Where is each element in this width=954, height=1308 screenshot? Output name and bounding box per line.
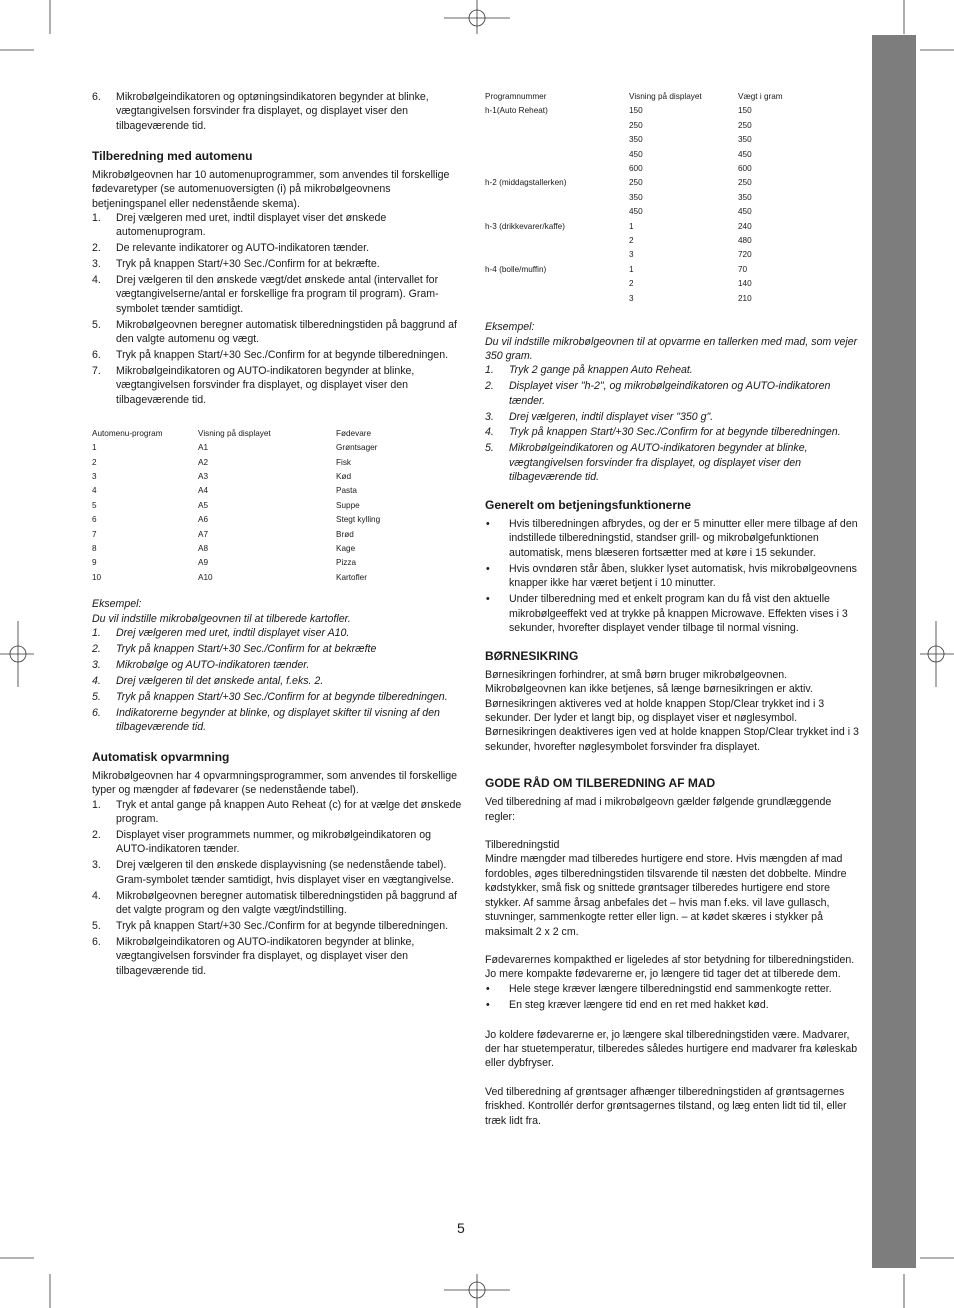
list-item-text: Drej vælgeren til det ønskede antal, f.eks. 2. — [116, 674, 324, 687]
table-cell: A9 — [198, 558, 209, 568]
list-item — [92, 364, 462, 407]
table-cell — [485, 119, 629, 133]
table-cell — [485, 148, 629, 162]
reheat-heading: Automatisk opvarmning — [92, 749, 230, 764]
table-cell — [485, 234, 629, 248]
table-cell: 140 — [738, 279, 752, 289]
table-cell: Pizza — [336, 558, 357, 568]
list-item-number: 5. — [92, 919, 101, 932]
reheat-example-steps — [485, 363, 860, 484]
table-cell: 450 — [738, 207, 752, 217]
reheat-intro: Mikrobølgeovnen har 4 opvarmningsprogrammer, som anvendes til forskellige typer og mængder af fødevarer (se nedenstående tabel). — [92, 769, 458, 797]
table-cell — [485, 133, 629, 147]
table-cell: 8 — [92, 543, 97, 553]
table-cell: A3 — [198, 471, 209, 481]
table-row — [485, 277, 858, 291]
column-header: Automenu-program — [92, 428, 163, 438]
table-cell: 1 — [629, 264, 634, 274]
table-cell — [485, 191, 629, 205]
list-item-text: Mikrobølgeindikatoren og AUTO-indikatoren begynder at blinke, vægtangivelsen forsvinder fra displayet, og displayet viser den tilbageværende tid. — [116, 935, 415, 977]
table-row — [485, 176, 858, 190]
table-header-row — [92, 427, 462, 441]
list-item-text: Tryk på knappen Start/+30 Sec./Confirm for at begynde tilberedningen. — [509, 426, 841, 439]
list-item — [92, 626, 462, 640]
table-cell: 210 — [738, 293, 752, 303]
table-cell: 720 — [738, 250, 752, 260]
table-cell — [485, 162, 629, 176]
table-cell: 6 — [92, 515, 97, 525]
list-item-text: Drej vælgeren til den ønskede vægt/det ønskede antal (intervallet for vægtangivelserne/antal er forskellige fra program til program). Gram-symbolet tænder samtidigt. — [116, 274, 439, 315]
table-cell — [485, 277, 629, 291]
table-cell: 10 — [92, 572, 102, 582]
reheat-steps — [92, 798, 462, 978]
table-cell: 250 — [738, 120, 752, 130]
table-row — [92, 571, 462, 585]
list-item — [485, 363, 860, 377]
table-cell: Pasta — [336, 486, 357, 496]
list-item-number: 3. — [485, 410, 494, 423]
table-cell: Kartofler — [336, 572, 367, 582]
table-cell: 2 — [92, 457, 97, 467]
column-header: Fødevare — [336, 428, 372, 438]
list-item-text: Mikrobølgeovnen beregner automatisk tilberedningstiden på baggrund af den valgte automenu og vægt. — [116, 318, 457, 346]
list-item-text: Hvis tilberedningen afbrydes, og der er 5 minutter eller mere tilbage af den indstillede tilberedningstid, standser grill- og mikrobølgefunktionen automatisk, mens blæseren fortsætter med at køre i 15 sekunder. — [509, 518, 858, 559]
list-item — [485, 441, 860, 484]
table-cell: 600 — [738, 164, 752, 174]
list-item — [92, 318, 462, 347]
list-item-number: 3. — [92, 258, 101, 271]
table-row — [92, 542, 462, 556]
page-number: 5 — [457, 1220, 465, 1236]
advice-paragraph-2: Fødevarernes kompakthed er ligeledes af stor betydning for tilberedningstiden. Jo mere kompakte fødevarerne er, jo længere tid tager det at tilberede dem. — [485, 953, 855, 981]
table-cell: A1 — [198, 443, 209, 453]
table-cell — [485, 292, 629, 306]
example-intro: Du vil indstille mikrobølgeovnen til at tilberede kartofler. — [92, 612, 351, 625]
table-row — [92, 513, 462, 527]
list-item-number: 2. — [92, 828, 101, 841]
list-item-text: En steg kræver længere tid end en ret med hakket kød. — [509, 998, 769, 1011]
list-item — [92, 658, 462, 672]
list-item-text: Drej vælgeren med uret, indtil displayet viser det ønskede automenuprogram. — [116, 211, 387, 239]
table-cell: Suppe — [336, 500, 360, 510]
table-cell: A2 — [198, 457, 209, 467]
table-row — [485, 191, 858, 205]
advice-paragraph-4: Ved tilberedning af grøntsager afhænger tilberedningstiden af grøntsagernes friskhed. Kontrollér derfor grøntsagernes tilstand, og læg enten lidt tid til, eller træk lidt fra. — [485, 1085, 847, 1127]
table-cell: Brød — [336, 529, 354, 539]
table-cell: 250 — [629, 120, 643, 130]
intro-list — [92, 90, 462, 133]
list-item — [92, 348, 462, 362]
list-item — [92, 211, 462, 240]
table-cell: 7 — [92, 529, 97, 539]
table-header-row — [485, 90, 858, 104]
list-item-number: 6. — [92, 935, 101, 948]
list-item-text: Displayet viser "h-2", og mikrobølgeindikatoren og AUTO-indikatoren tænder. — [509, 380, 831, 407]
table-cell: Kage — [336, 543, 356, 553]
list-item — [92, 706, 462, 735]
table-cell: 150 — [629, 106, 643, 116]
list-item — [485, 998, 860, 1012]
advice-heading: GODE RÅD OM TILBEREDNING AF MAD — [485, 776, 716, 791]
table-cell: A10 — [198, 572, 213, 582]
table-cell: 3 — [629, 293, 634, 303]
list-item-text: Indikatorerne begynder at blinke, og displayet skifter til visning af den tilbageværende tid. — [116, 706, 440, 733]
table-cell: A7 — [198, 529, 209, 539]
list-item — [92, 889, 462, 918]
list-item — [485, 982, 860, 996]
list-item-text: Tryk på knappen Start/+30 Sec./Confirm for at bekræfte — [116, 642, 377, 655]
table-cell: 5 — [92, 500, 97, 510]
table-row — [92, 441, 462, 455]
table-row — [92, 528, 462, 542]
table-cell: 600 — [629, 164, 643, 174]
table-cell: 70 — [738, 264, 748, 274]
childlock-text: Børnesikringen forhindrer, at små børn bruger mikrobølgeovnen. Mikrobølgeovnen kan ikke betjenes, så længe børnesikringen er aktiv. Børnesikringen aktiveres ved at holde knappen Stop/Clear trykket ind i 3 sekunder. Der lyder et langt bip, og displayet viser et nøglesymbol. Børnesikringen deaktiveres igen ved at holde knappen Stop/Clear trykket ind i 3 sekunder, hvorefter nøglesymbolet forsvinder fra displayet. — [485, 668, 859, 753]
list-item-number: 5. — [92, 318, 101, 331]
list-item — [92, 919, 462, 933]
column-header: Visning på displayet — [198, 428, 271, 438]
general-heading: Generelt om betjeningsfunktionerne — [485, 498, 692, 513]
list-item-number: 4. — [485, 426, 494, 439]
list-item — [485, 592, 860, 635]
table-cell: 2 — [629, 279, 634, 289]
column-header: Vægt i gram — [738, 92, 783, 101]
table-cell — [485, 248, 629, 262]
list-item-number: 4. — [92, 674, 101, 687]
table-row — [485, 248, 858, 262]
table-cell: 2 — [629, 236, 634, 246]
example-intro: Du vil indstille mikrobølgeovnen til at opvarme en tallerken med mad, som vejer 350 gram. — [485, 335, 858, 362]
list-item-text: Drej vælgeren til den ønskede displayvisning (se nedenstående tabel). Gram-symbolet tænder samtidigt, hvis displayet viser en vægtangivelse. — [116, 859, 454, 886]
example-label: Eksempel: — [92, 598, 142, 611]
list-item — [92, 241, 462, 255]
table-row — [485, 205, 858, 219]
list-item-number: 1. — [92, 798, 101, 811]
table-row — [92, 484, 462, 498]
right-column — [485, 90, 860, 1128]
table-row — [485, 220, 858, 234]
table-cell: Grøntsager — [336, 443, 378, 453]
table-cell: 1 — [629, 221, 634, 231]
table-cell: 350 — [738, 192, 752, 202]
column-header: Visning på displayet — [629, 92, 702, 101]
list-item — [485, 410, 860, 424]
automenu-table — [92, 427, 462, 585]
column-header: Programnummer — [485, 92, 547, 101]
automenu-example-steps — [92, 626, 462, 734]
table-cell: A5 — [198, 500, 209, 510]
table-cell — [485, 205, 629, 219]
childlock-heading: BØRNESIKRING — [485, 648, 579, 663]
list-item-number: 3. — [92, 658, 101, 671]
table-cell: 450 — [738, 149, 752, 159]
advice-paragraph-1: Mindre mængder mad tilberedes hurtigere end store. Hvis mængden af mad fordobles, øges tilberedningstiden tilsvarende til næsten det dobbelte. Mindre kødstykker, små fisk og snittede grøntsager tilberedes hurtigere end store stykker. Af samme årsag anbefales det – hvis man f.eks. vil lave gullasch, stuvninger, sammenkogte retter eller lign. – at kødet skæres i stykker på maksimalt 2 x 2 cm. — [485, 853, 847, 938]
table-cell: 3 — [92, 471, 97, 481]
list-item-number: 1. — [92, 627, 101, 639]
table-cell: A6 — [198, 515, 209, 525]
list-item-number: 1. — [485, 364, 494, 377]
table-cell: h-2 (middagstallerken) — [485, 178, 567, 188]
list-item — [92, 798, 462, 827]
table-cell: 4 — [92, 486, 97, 496]
list-item-text: Mikrobølgeovnen beregner automatisk tilberedningstiden på baggrund af det valgte program og den valgte vægt/indstilling. — [116, 889, 457, 916]
table-cell: 450 — [629, 207, 643, 217]
automenu-heading: Tilberedning med automenu — [92, 148, 253, 163]
list-item-text: Tryk på knappen Start/+30 Sec./Confirm for at begynde tilberedningen. — [116, 919, 449, 932]
list-item — [92, 257, 462, 271]
list-item-number: 4. — [92, 274, 101, 287]
list-item-number: 5. — [485, 442, 494, 455]
table-cell: h-4 (bolle/muffin) — [485, 264, 547, 274]
list-item — [485, 517, 860, 560]
table-row — [92, 470, 462, 484]
bullet-icon: • — [486, 562, 490, 575]
list-item — [92, 674, 462, 688]
table-cell: Fisk — [336, 457, 352, 467]
bullet-icon: • — [486, 593, 490, 606]
list-item — [485, 379, 860, 408]
table-cell: h-1(Auto Reheat) — [485, 106, 548, 116]
reheat-table — [485, 90, 858, 306]
table-row — [92, 499, 462, 513]
list-item-number: 2. — [92, 642, 101, 655]
table-cell: 150 — [738, 106, 752, 116]
list-item-text: Hvis ovndøren står åben, slukker lyset automatisk, hvis mikrobølgeovnens knapper ikke har været betjent i 10 minutter. — [509, 562, 857, 590]
table-cell: A8 — [198, 543, 209, 553]
list-item-text: Mikrobølge og AUTO-indikatoren tænder. — [116, 658, 310, 671]
table-row — [485, 119, 858, 133]
list-item-text: De relevante indikatorer og AUTO-indikatoren tænder. — [116, 242, 370, 255]
table-cell: 350 — [629, 135, 643, 145]
table-cell: 480 — [738, 236, 752, 246]
advice-subheading: Tilberedningstid — [485, 839, 560, 852]
table-cell: h-3 (drikkevarer/kaffe) — [485, 221, 565, 231]
list-item-text: Tryk på knappen Start/+30 Sec./Confirm for at begynde tilberedningen. — [116, 690, 448, 703]
list-item-number: 6. — [92, 91, 101, 103]
bullet-icon: • — [486, 998, 490, 1011]
table-cell: Kød — [336, 471, 352, 481]
list-item — [485, 562, 860, 591]
table-row — [485, 292, 858, 306]
table-row — [485, 162, 858, 176]
table-row — [485, 148, 858, 162]
list-item — [92, 273, 462, 316]
table-row — [92, 556, 462, 570]
list-item-text: Mikrobølgeindikatoren og AUTO-indikatoren begynder at blinke, vægtangivelsen forsvinder fra displayet, og displayet viser den tilbageværende tid. — [116, 365, 415, 406]
list-item-text: Displayet viser programmets nummer, og mikrobølgeindikatoren og AUTO-indikatoren tænder. — [116, 828, 431, 856]
example-label: Eksempel: — [485, 321, 535, 334]
list-item-text: Tryk 2 gange på knappen Auto Reheat. — [509, 364, 693, 377]
advice-paragraph-3: Jo koldere fødevarerne er, jo længere skal tilberedningstiden være. Madvarer, der har stuetemperatur, tilberedes således hurtigere end madvarer fra køleskab eller dybfryser. — [485, 1028, 858, 1070]
list-item — [92, 90, 462, 133]
table-row — [485, 234, 858, 248]
list-item — [92, 642, 462, 656]
table-cell: 1 — [92, 443, 97, 453]
table-cell: 350 — [629, 192, 643, 202]
list-item — [92, 828, 462, 857]
table-cell: 9 — [92, 558, 97, 568]
list-item — [92, 858, 462, 887]
left-column — [92, 90, 462, 980]
automenu-steps — [92, 211, 462, 407]
table-cell: 250 — [738, 178, 752, 188]
advice-bullets — [485, 982, 860, 1012]
list-item-number: 4. — [92, 889, 101, 902]
list-item-number: 1. — [92, 211, 101, 224]
table-cell: 240 — [738, 221, 752, 231]
table-cell: 3 — [629, 250, 634, 260]
table-row — [485, 104, 858, 118]
list-item — [92, 690, 462, 704]
list-item — [92, 935, 462, 978]
list-item-number: 5. — [92, 690, 101, 703]
table-row — [485, 133, 858, 147]
list-item-number: 2. — [92, 242, 101, 255]
automenu-intro: Mikrobølgeovnen har 10 automenuprogrammer, som anvendes til forskellige fødevaretyper (se automenuoversigten (i) på mikrobølgeovnens betjeningspanel eller nedenstående skema). — [92, 168, 450, 210]
list-item-text: Drej vælgeren, indtil displayet viser "350 g". — [509, 410, 714, 423]
list-item — [485, 425, 860, 439]
list-item-text: Mikrobølgeindikatoren og optøningsindikatoren begynder at blinke, vægtangivelsen forsvinder fra displayet, og displayet viser den tilbageværende tid. — [116, 91, 429, 132]
list-item-number: 7. — [92, 365, 101, 377]
list-item-number: 6. — [92, 349, 101, 362]
table-row — [92, 456, 462, 470]
list-item-text: Drej vælgeren med uret, indtil displayet viser A10. — [116, 627, 350, 639]
table-cell: 250 — [629, 178, 643, 188]
list-item-number: 3. — [92, 859, 101, 872]
grey-side-tab — [872, 35, 916, 1268]
list-item-text: Under tilberedning med et enkelt program kan du få vist den aktuelle mikrobølgeeffekt ved at trykke på knappen Microwave. Effekten vises i 3 sekunder, hvorefter displayet vender tilbage til normal visning. — [509, 593, 848, 634]
list-item-number: 6. — [92, 706, 101, 719]
advice-intro: Ved tilberedning af mad i mikrobølgeovn gælder følgende grundlæggende regler: — [485, 796, 832, 823]
bullet-icon: • — [486, 982, 490, 995]
list-item-text: Tryk på knappen Start/+30 Sec./Confirm for at begynde tilberedningen. — [116, 349, 449, 362]
table-cell: 350 — [738, 135, 752, 145]
list-item-text: Mikrobølgeindikatoren og AUTO-indikatoren begynder at blinke, vægtangivelsen forsvinder fra displayet, og displayet viser den tilbageværende tid. — [509, 442, 808, 484]
table-cell: Stegt kylling — [336, 515, 381, 525]
table-cell: 450 — [629, 149, 643, 159]
list-item-number: 2. — [485, 380, 494, 393]
bullet-icon: • — [486, 518, 490, 531]
list-item-text: Tryk på knappen Start/+30 Sec./Confirm for at bekræfte. — [116, 258, 380, 271]
table-row — [485, 263, 858, 277]
list-item-text: Tryk et antal gange på knappen Auto Reheat (c) for at vælge det ønskede program. — [116, 798, 462, 826]
list-item-text: Hele stege kræver længere tilberedningstid end sammenkogte retter. — [509, 982, 832, 995]
general-bullets — [485, 517, 860, 635]
table-cell: A4 — [198, 486, 209, 496]
